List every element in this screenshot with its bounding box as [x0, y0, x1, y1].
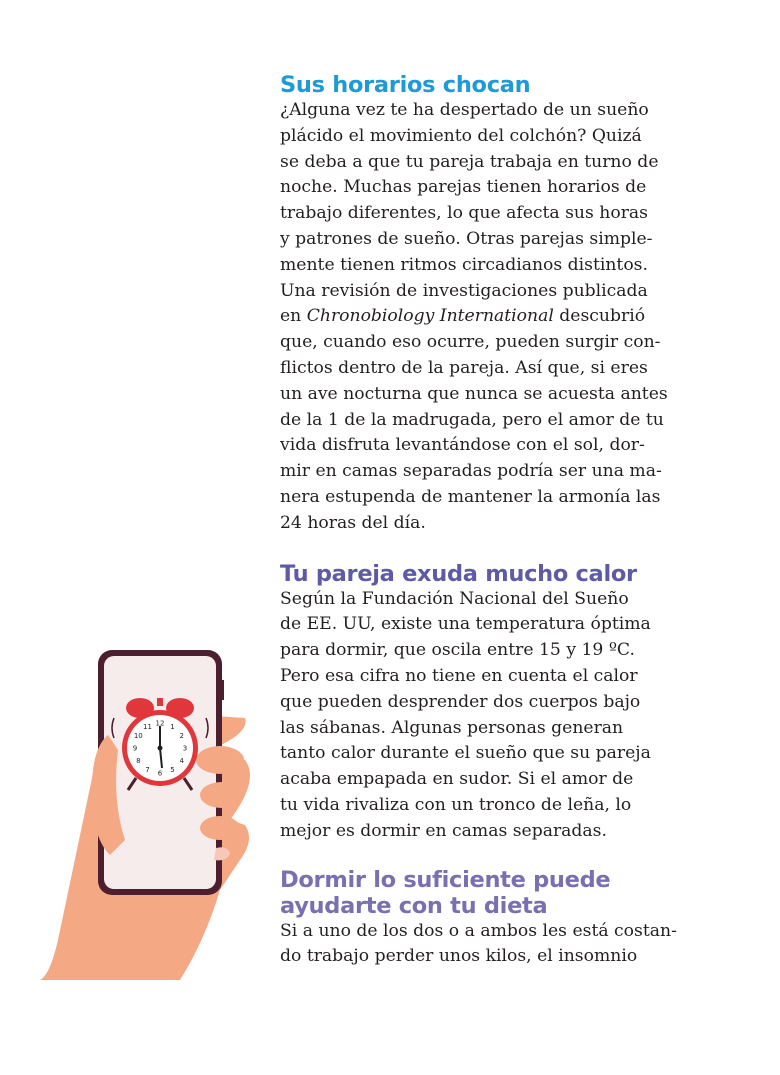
heading-line: Dormir lo suficiente puede [280, 866, 611, 893]
clock-number: 10 [133, 732, 143, 740]
clock-number: 5 [170, 766, 175, 775]
section-heading [280, 867, 710, 919]
paragraph-line: se deba a que tu pareja trabaja en turno de [280, 151, 659, 172]
clock-number: 4 [179, 757, 184, 765]
clock-number: 12 [155, 719, 165, 728]
paragraph-line: tanto calor durante el sueño que su pareja [280, 743, 651, 764]
heading-line: ayudarte con tu dieta [280, 892, 548, 919]
paragraph-line: Según la Fundación Nacional del Sueño [280, 588, 629, 609]
paragraph-line: un ave nocturna que nunca se acuesta antes [280, 383, 668, 404]
paragraph-line: mejor es dormir en camas separadas. [280, 820, 607, 841]
section-paragraph [280, 98, 710, 537]
paragraph-line: Una revisión de investigaciones publicada [280, 280, 648, 301]
clock-number: 8 [136, 757, 141, 765]
paragraph-line: de EE. UU, existe una temperatura óptima [280, 614, 651, 635]
paragraph-line: noche. Muchas parejas tienen horarios de [280, 177, 647, 198]
article-section [280, 72, 710, 537]
paragraph-line: y patrones de sueño. Otras parejas simple- [280, 228, 653, 249]
paragraph-line: las sábanas. Algunas personas generan [280, 717, 624, 738]
paragraph-line: tu vida rivaliza con un tronco de leña, lo [280, 794, 632, 815]
finger-3 [200, 816, 240, 840]
journal-name: Chronobiology International [306, 306, 554, 327]
paragraph-line: para dormir, que oscila entre 15 y 19 ºC. [280, 640, 635, 661]
paragraph-line: plácido el movimiento del colchón? Quizá [280, 125, 642, 146]
article-section [280, 867, 710, 971]
paragraph-line: flictos dentro de la pareja. Así que, si eres [280, 357, 648, 378]
clock-number: 9 [132, 744, 138, 753]
clock-number: 11 [143, 722, 152, 731]
clock-number: 2 [179, 732, 184, 740]
hand-holding-phone-illustration [30, 640, 260, 980]
paragraph-line: vida disfruta levantándose con el sol, dor- [280, 435, 645, 456]
paragraph-line: 24 horas del día. [280, 512, 426, 533]
clock-number: 7 [145, 766, 150, 775]
paragraph-line: que pueden desprender dos cuerpos bajo [280, 691, 641, 712]
heading-line: Sus horarios chocan [280, 72, 531, 98]
paragraph-line: que, cuando eso ocurre, pueden surgir con- [280, 332, 661, 353]
paragraph-line: nera estupenda de mantener la armonía las [280, 486, 661, 507]
paragraph-line: mir en camas separadas podría ser una ma- [280, 461, 662, 482]
paragraph-line: Pero esa cifra no tiene en cuenta el calor [280, 665, 638, 686]
section-heading [280, 561, 710, 587]
paragraph-line: do trabajo perder unos kilos, el insomnio [280, 946, 638, 967]
heading-line: Tu pareja exuda mucho calor [280, 560, 637, 587]
article-column [280, 72, 710, 990]
paragraph-line: de la 1 de la madrugada, pero el amor de tu [280, 409, 664, 430]
finger-1 [196, 746, 244, 774]
section-paragraph [280, 587, 710, 845]
paragraph-line: mente tienen ritmos circadianos distintos. [280, 254, 648, 275]
paragraph-line: trabajo diferentes, lo que afecta sus horas [280, 203, 648, 224]
finger-2 [200, 782, 244, 808]
phone-side-button [220, 680, 224, 700]
paragraph-line: ¿Alguna vez te ha despertado de un sueño [280, 100, 649, 120]
section-paragraph [280, 919, 710, 971]
paragraph-line: en Chronobiology International descubrió [280, 306, 646, 327]
paragraph-line: acaba empapada en sudor. Si el amor de [280, 769, 634, 790]
clock-number: 3 [182, 744, 188, 753]
paragraph-line: Si a uno de los dos o a ambos les está costan- [280, 920, 677, 941]
section-heading [280, 72, 710, 98]
clock-number: 1 [170, 722, 175, 731]
article-section [280, 561, 710, 845]
clock-number: 6 [157, 769, 163, 778]
